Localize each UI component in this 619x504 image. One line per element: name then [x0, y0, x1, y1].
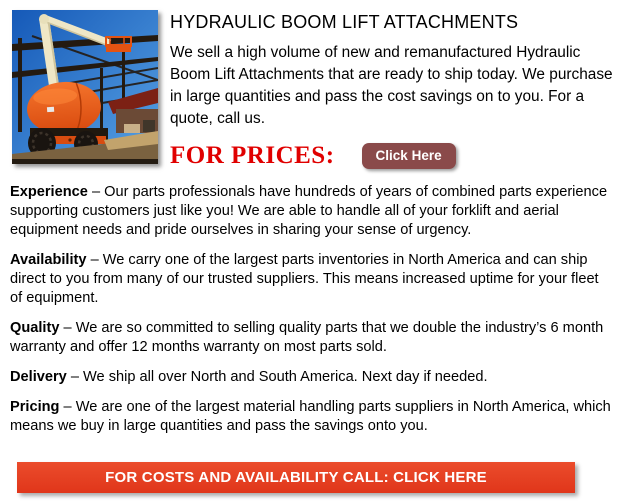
- feature-pricing-text: – We are one of the largest material handling parts suppliers in North America, which means we buy in large quantities and pass the savings onto you.: [10, 399, 611, 434]
- feature-delivery: [10, 368, 612, 387]
- feature-pricing: [10, 398, 612, 436]
- feature-experience-text: – Our parts professionals have hundreds of years of combined parts experience supporting customers just like you! We are able to handle all of your forklift and aerial equipment needs and pride ourselves in sharing your sense of urgency.: [10, 184, 608, 238]
- for-prices-label: FOR PRICES:: [170, 142, 335, 169]
- hero-section: [170, 11, 617, 170]
- click-here-button[interactable]: Click Here: [362, 143, 456, 169]
- feature-experience: [10, 183, 612, 240]
- intro-paragraph: We sell a high volume of new and remanufactured Hydraulic Boom Lift Attachments that are ready to ship today. We purchase in large quantities and pass the cost savings on to you. For a quote, call us.: [170, 44, 613, 127]
- features-section: [10, 183, 612, 447]
- feature-availability: [10, 251, 612, 308]
- boom-lift-photo: [12, 10, 158, 164]
- feature-experience-label: Experience: [10, 184, 88, 200]
- feature-availability-label: Availability: [10, 252, 87, 268]
- for-prices-row: [170, 142, 617, 170]
- page-title: HYDRAULIC BOOM LIFT ATTACHMENTS: [170, 12, 519, 32]
- feature-delivery-label: Delivery: [10, 369, 67, 385]
- feature-delivery-text: – We ship all over North and South America. Next day if needed.: [66, 369, 488, 385]
- feature-pricing-label: Pricing: [10, 399, 60, 415]
- feature-quality-label: Quality: [10, 320, 60, 336]
- feature-quality-text: – We are so committed to selling quality parts that we double the industry’s 6 month warranty and offer 12 months warranty on most parts sold.: [10, 320, 604, 355]
- feature-quality: [10, 319, 612, 357]
- feature-availability-text: – We carry one of the largest parts inventories in North America and can ship direct to you from many of our trusted suppliers. This means increased uptime for your fleet of equipment.: [10, 252, 599, 306]
- costs-availability-banner-button[interactable]: FOR COSTS AND AVAILABILITY CALL: CLICK HERE: [17, 462, 575, 493]
